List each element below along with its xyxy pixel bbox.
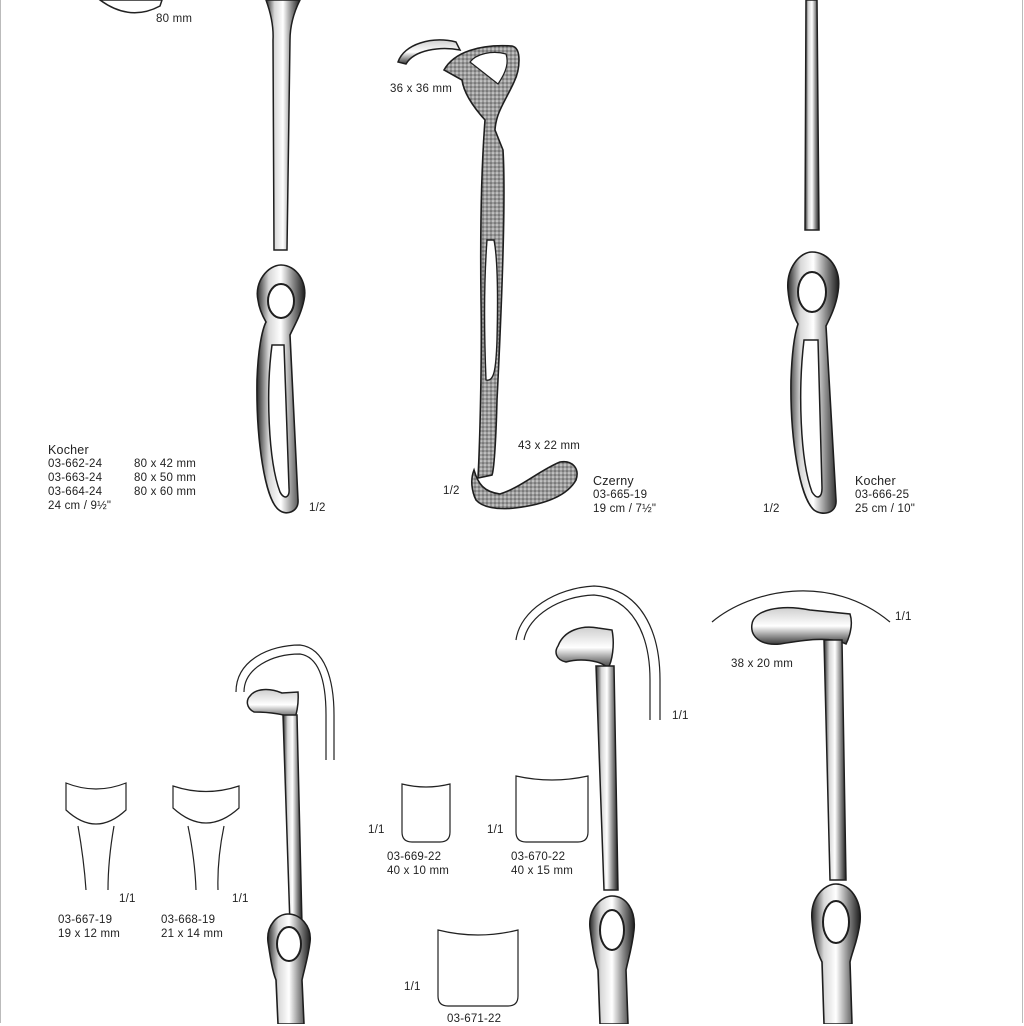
czerny-top-dimension: 36 x 36 mm [390, 83, 453, 95]
blade-667-code: 03-667-19 [58, 914, 113, 926]
kocher-1-scale: 1/2 [309, 502, 326, 514]
blade-668-code: 03-668-19 [161, 914, 216, 926]
hook-large-scale: 1/1 [672, 710, 689, 722]
blade-670-scale: 1/1 [487, 824, 504, 836]
top-left-tip-dimension: 80 mm [156, 13, 193, 25]
kocher-1-name: Kocher [48, 443, 89, 457]
kocher-1-row-size: 80 x 42 mm [134, 458, 197, 470]
kocher-1-row [48, 457, 196, 471]
czerny-spec-block [593, 474, 656, 516]
blade-668-spec [161, 913, 223, 941]
small-hook-retractor [236, 645, 334, 1024]
blade-670-spec [511, 850, 573, 878]
kocher-retractor-2 [788, 0, 839, 513]
top-left-blade-tip [100, 0, 162, 13]
kocher-2-scale: 1/2 [763, 503, 780, 515]
czerny-name: Czerny [593, 474, 634, 488]
blade-669-size: 40 x 10 mm [387, 865, 450, 877]
blade-670-size: 40 x 15 mm [511, 865, 574, 877]
blade-670-code: 03-670-22 [511, 851, 566, 863]
blade-outline-670 [516, 776, 588, 842]
kocher-2-name: Kocher [855, 474, 896, 488]
blade-671-scale: 1/1 [404, 981, 421, 993]
blade-outline-668 [173, 786, 239, 890]
blade-outline-669 [402, 784, 450, 842]
kocher-1-row-code: 03-662-24 [48, 458, 103, 470]
kocher-2-spec-block [855, 474, 915, 516]
blade-669-spec [387, 850, 449, 878]
kocher-1-row-size: 80 x 50 mm [134, 472, 197, 484]
blade-668-size: 21 x 14 mm [161, 928, 224, 940]
wide-hook-retractor [712, 591, 890, 1024]
kocher-2-code: 03-666-25 [855, 489, 910, 501]
blade-outline-667 [66, 783, 126, 890]
hook-wide-dimension: 38 x 20 mm [731, 658, 794, 670]
czerny-bottom-dimension: 43 x 22 mm [518, 440, 581, 452]
blade-667-spec [58, 913, 120, 941]
blade-outline-671 [438, 930, 518, 1006]
kocher-retractor-1 [257, 0, 305, 513]
kocher-1-row-code: 03-664-24 [48, 486, 103, 498]
kocher-1-length: 24 cm / 9½" [48, 500, 112, 512]
kocher-2-length: 25 cm / 10" [855, 503, 915, 515]
kocher-1-spec-block [48, 443, 196, 513]
blade-668-scale: 1/1 [232, 893, 249, 905]
blade-669-code: 03-669-22 [387, 851, 442, 863]
hook-wide-scale: 1/1 [895, 611, 912, 623]
czerny-scale: 1/2 [443, 485, 460, 497]
czerny-length: 19 cm / 7½" [593, 503, 657, 515]
blade-669-scale: 1/1 [368, 824, 385, 836]
kocher-1-row-size: 80 x 60 mm [134, 486, 197, 498]
kocher-1-row-code: 03-663-24 [48, 472, 103, 484]
kocher-1-row [48, 485, 196, 499]
blade-667-scale: 1/1 [119, 893, 136, 905]
blade-671-code: 03-671-22 [447, 1013, 502, 1025]
kocher-1-row [48, 471, 196, 485]
blade-667-size: 19 x 12 mm [58, 928, 121, 940]
czerny-code: 03-665-19 [593, 489, 648, 501]
